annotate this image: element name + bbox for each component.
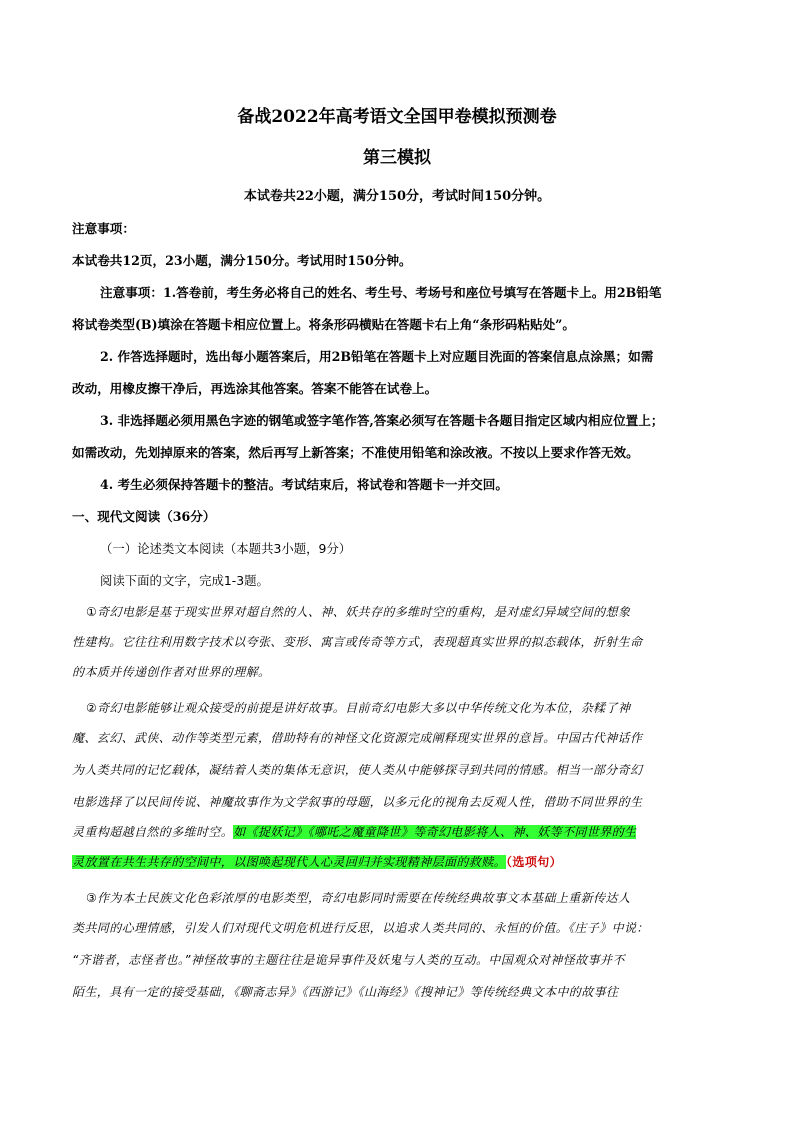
notes-item-3: 3. 非选择题必须用黑色字迹的钢笔或签字笔作答,答案必须写在答题卡各题目指定区域内相应位置上； bbox=[100, 413, 664, 428]
notes-item-1: 注意事项：1.答卷前，考生务必将自己的姓名、考生号、考场号和座位号填写在答题卡上。用2B铅笔 bbox=[100, 285, 662, 300]
passage-text: 灵重构超越自然的多维时空。 bbox=[72, 825, 234, 839]
passage-line: 陌生，具有一定的接受基础，《聊斋志异》《西游记》《山海经》《搜神记》等传统经典文本中的故事往 bbox=[72, 985, 619, 999]
page-title: 备战2022年高考语文全国甲卷模拟预测卷 bbox=[237, 107, 557, 127]
passage-line: 的本质并传递创作者对世界的理解。 bbox=[72, 665, 271, 679]
passage-line: 类共同的心理情感，引发人们对现代文明危机进行反思，以追求人类共同的、永恒的价值。《庄子》中说： bbox=[72, 921, 649, 935]
section-subheading: （一）论述类文本阅读（本题共3小题，9分） bbox=[100, 541, 352, 556]
notes-line: 本试卷共12页，23小题，满分150分。考试用时150分钟。 bbox=[72, 253, 412, 268]
highlighted-text: 如《捉妖记》《哪吒之魔童降世》等奇幻电影将人、神、妖等不同世界的生 bbox=[233, 825, 637, 839]
section-instruction: 阅读下面的文字，完成1-3题。 bbox=[100, 573, 269, 588]
passage-line: 电影选择了以民间传说、神魔故事作为文学叙事的母题，以多元化的视角去反观人性，借助不同世界的生 bbox=[72, 795, 643, 809]
passage-line: ③作为本土民族文化色彩浓厚的电影类型，奇幻电影同时需要在传统经典故事文本基础上重新传达人 bbox=[86, 891, 631, 905]
passage-line-highlight-start bbox=[72, 822, 724, 842]
notes-item-2: 2. 作答选择题时，选出每小题答案后，用2B铅笔在答题卡上对应题目洗面的答案信息点涂黑；如需 bbox=[100, 349, 654, 364]
passage-line: 性建构。它往往利用数字技术以夸张、变形、寓言或传奇等方式，表现超真实世界的拟态载体，折射生命 bbox=[72, 635, 643, 649]
highlighted-text: 灵放置在共生共存的空间中，以图唤起现代人心灵回归并实现精神层面的救赎。 bbox=[72, 855, 507, 869]
passage-line: ①奇幻电影是基于现实世界对超自然的人、神、妖共存的多维时空的重构，是对虚幻异域空间的想象 bbox=[86, 605, 631, 619]
option-sentence-note: （选项句） bbox=[506, 855, 563, 869]
passage-line: “齐谐者，志怪者也。”神怪故事的主题往往是诡异事件及妖鬼与人类的互动。中国观众对神怪故事并不 bbox=[72, 953, 625, 967]
notes-heading: 注意事项： bbox=[72, 221, 135, 236]
passage-line: 魔、玄幻、武侠、动作等类型元素，借助特有的神怪文化资源完成阐释现实世界的意旨。中国古代神话作 bbox=[72, 731, 643, 745]
passage-line: 为人类共同的记忆载体，凝结着人类的集体无意识，使人类从中能够探寻到共同的情感。相当一部分奇幻 bbox=[72, 763, 643, 777]
notes-item-4: 4. 考生必须保持答题卡的整洁。考试结束后，将试卷和答题卡一并交回。 bbox=[100, 477, 508, 492]
notes-item-3-cont: 如需改动，先划掉原来的答案，然后再写上新答案；不准使用铅笔和涂改液。不按以上要求作答无效。 bbox=[72, 445, 639, 460]
passage-line: ②奇幻电影能够让观众接受的前提是讲好故事。目前奇幻电影大多以中华传统文化为本位，杂糅了神 bbox=[86, 701, 631, 715]
passage-line-highlight-end bbox=[72, 852, 724, 872]
exam-summary: 本试卷共22小题，满分150分，考试时间150分钟。 bbox=[243, 189, 551, 204]
notes-item-2-cont: 改动，用橡皮擦干净后，再选涂其他答案。答案不能答在试卷上。 bbox=[72, 381, 438, 396]
page-subtitle: 第三模拟 bbox=[363, 148, 431, 168]
section-heading: 一、现代文阅读（36分） bbox=[72, 509, 216, 524]
notes-item-1-cont: 将试卷类型(B)填涂在答题卡相应位置上。将条形码横贴在答题卡右上角“条形码粘贴处”。 bbox=[72, 317, 576, 332]
